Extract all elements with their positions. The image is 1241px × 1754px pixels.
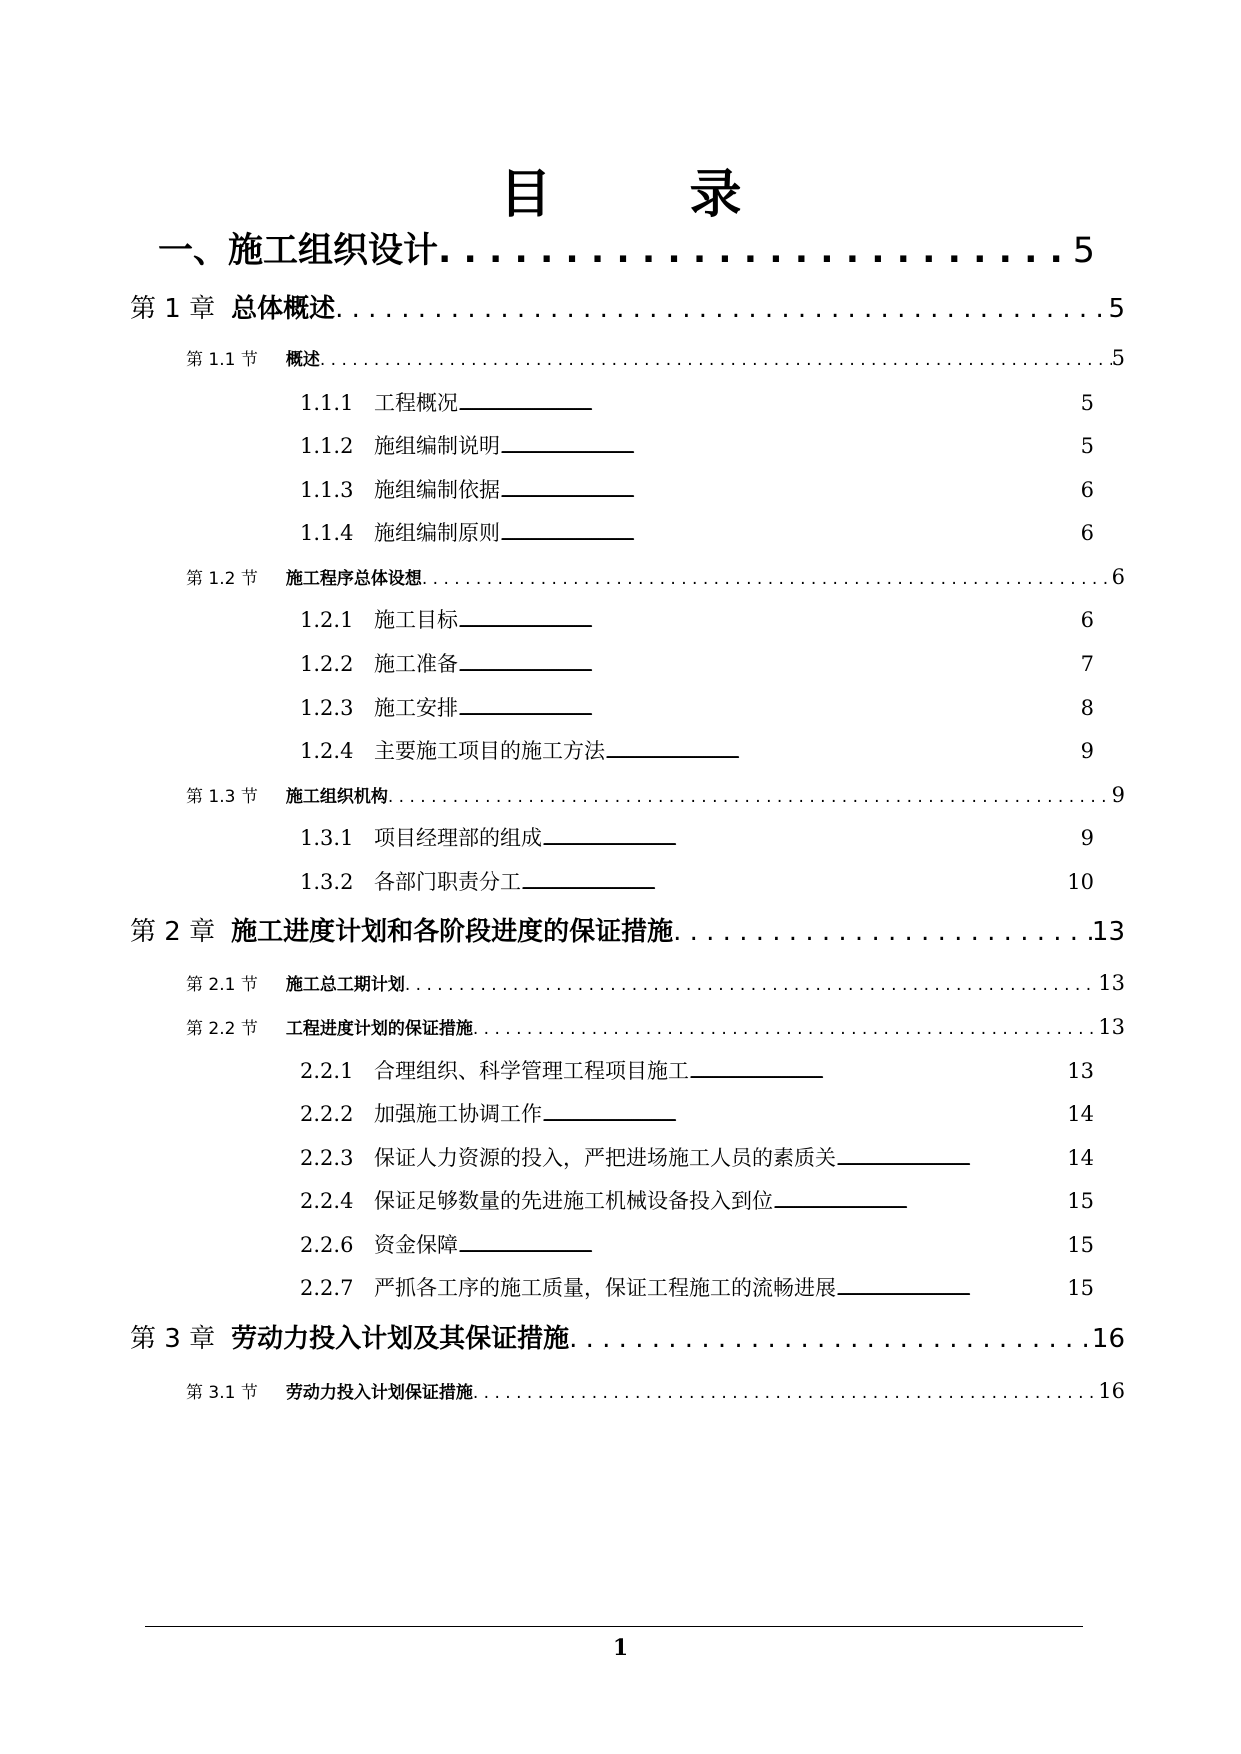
toc-dot-leader xyxy=(438,229,1073,273)
toc-dot-leader xyxy=(422,565,1112,593)
toc-subsection-entry[interactable] xyxy=(300,1100,1094,1131)
toc-entry-title: 施工进度计划和各阶段进度的保证措施 xyxy=(231,917,674,947)
toc-entry-number: 2.2.6 xyxy=(300,1233,354,1257)
toc-subsection-entry[interactable] xyxy=(300,1231,1094,1262)
page-number: 1 xyxy=(612,1635,629,1661)
toc-dot-leader xyxy=(388,783,1112,811)
toc-entry-title: 工程概况 xyxy=(374,391,458,415)
toc-dot-leader xyxy=(689,1060,1067,1088)
toc-subsection-entry[interactable] xyxy=(300,1274,1094,1305)
toc-dot-leader xyxy=(569,1322,1092,1356)
toc-entry-title: 加强施工协调工作 xyxy=(374,1102,542,1126)
toc-entry-number: 1.2.3 xyxy=(300,696,354,720)
toc-entry-number: 第 1.1 节 xyxy=(186,350,258,370)
toc-entry-number: 1.2.2 xyxy=(300,652,354,676)
toc-dot-leader xyxy=(521,871,1067,899)
toc-entry-number: 2.2.3 xyxy=(300,1146,354,1170)
toc-page-number: 10 xyxy=(1067,870,1094,894)
toc-page-number: 5 xyxy=(1108,294,1125,324)
toc-entry-number: 1.1.3 xyxy=(300,478,354,502)
toc-entry-title: 施工程序总体设想 xyxy=(285,569,422,589)
toc-entry-title: 施工准备 xyxy=(374,652,458,676)
toc-entry-number: 2.2.1 xyxy=(300,1059,354,1083)
toc-entry-number: 第 3.1 节 xyxy=(186,1383,258,1403)
toc-entry-number: 1.2.1 xyxy=(300,608,354,632)
toc-entry-number: 2.2.2 xyxy=(300,1102,354,1126)
toc-section-entry[interactable] xyxy=(186,781,1125,811)
toc-entry-title: 施工总工期计划 xyxy=(285,975,405,995)
toc-dot-leader xyxy=(605,740,1081,768)
toc-dot-leader xyxy=(473,1379,1098,1407)
toc-subsection-entry[interactable] xyxy=(300,737,1094,768)
toc-entry-title: 资金保障 xyxy=(374,1233,458,1257)
toc-dot-leader xyxy=(473,1015,1098,1043)
toc-page-number: 15 xyxy=(1067,1233,1094,1257)
toc-dot-leader xyxy=(673,915,1092,949)
toc-entry-number: 2.2.4 xyxy=(300,1189,354,1213)
toc-section-entry[interactable] xyxy=(186,563,1125,593)
toc-subsection-entry[interactable] xyxy=(300,606,1094,637)
toc-subsection-entry[interactable] xyxy=(300,432,1094,463)
toc-entry-number: 第 2 章 xyxy=(130,917,216,947)
toc-dot-leader xyxy=(542,1103,1067,1131)
toc-entry-number: 2.2.7 xyxy=(300,1276,354,1300)
toc-page-number: 15 xyxy=(1067,1276,1094,1300)
toc-entry-title: 概述 xyxy=(285,350,320,370)
toc-page-number: 7 xyxy=(1080,652,1094,676)
toc-entry-title: 施工组织机构 xyxy=(285,787,388,807)
toc-entry-title: 总体概述 xyxy=(231,294,336,324)
toc-entry-title: 劳动力投入计划及其保证措施 xyxy=(231,1324,570,1354)
toc-page-number: 8 xyxy=(1080,696,1094,720)
toc-page-number: 5 xyxy=(1111,346,1125,370)
toc-dot-leader xyxy=(458,653,1081,681)
toc-page-number: 16 xyxy=(1098,1379,1125,1403)
toc-entry-number: 第 2.1 节 xyxy=(186,975,258,995)
footer-divider xyxy=(145,1626,1083,1627)
toc-dot-leader xyxy=(458,392,1081,420)
toc-page-number: 5 xyxy=(1072,231,1095,271)
toc-dot-leader xyxy=(335,292,1108,326)
toc-page-number: 6 xyxy=(1080,608,1094,632)
toc-page-number: 5 xyxy=(1080,434,1094,458)
toc-entry-number: 1.2.4 xyxy=(300,739,354,763)
toc-section-entry[interactable] xyxy=(186,344,1125,374)
toc-chapter-entry[interactable] xyxy=(130,915,1125,949)
toc-page-number: 9 xyxy=(1111,783,1125,807)
toc-page-number: 15 xyxy=(1067,1189,1094,1213)
toc-section-entry[interactable] xyxy=(186,1013,1125,1043)
toc-entry-number: 第 2.2 节 xyxy=(186,1019,258,1039)
toc-page-number: 13 xyxy=(1098,1015,1125,1039)
toc-chapter-entry[interactable] xyxy=(130,1322,1125,1356)
toc-page-number: 14 xyxy=(1067,1146,1094,1170)
toc-entry-title: 施工目标 xyxy=(374,608,458,632)
toc-entry-title: 施组编制原则 xyxy=(374,521,500,545)
toc-subsection-entry[interactable] xyxy=(300,519,1094,550)
toc-entry-title: 各部门职责分工 xyxy=(374,870,521,894)
toc-dot-leader xyxy=(836,1147,1067,1175)
toc-page-number: 9 xyxy=(1080,739,1094,763)
toc-subsection-entry[interactable] xyxy=(300,389,1094,420)
toc-section-entry[interactable] xyxy=(186,1377,1125,1407)
toc-entry-title: 施组编制依据 xyxy=(374,478,500,502)
toc-page-number: 16 xyxy=(1091,1324,1125,1354)
toc-entry-title: 一、施工组织设计 xyxy=(158,231,439,271)
page-title: 目 录 xyxy=(499,165,802,225)
toc-subsection-entry[interactable] xyxy=(300,868,1094,899)
toc-subsection-entry[interactable] xyxy=(300,476,1094,507)
toc-page-number: 5 xyxy=(1080,391,1094,415)
toc-dot-leader xyxy=(320,346,1112,374)
toc-dot-leader xyxy=(500,479,1081,507)
toc-entry-number: 第 1.2 节 xyxy=(186,569,258,589)
toc-entry-title: 合理组织、科学管理工程项目施工 xyxy=(374,1059,689,1083)
toc-entry-number: 第 3 章 xyxy=(130,1324,216,1354)
toc-entry-title: 严抓各工序的施工质量，保证工程施工的流畅进展 xyxy=(374,1276,836,1300)
toc-dot-leader xyxy=(836,1277,1067,1305)
toc-page-number: 9 xyxy=(1080,826,1094,850)
toc-page-number: 6 xyxy=(1080,478,1094,502)
toc-entry-number: 第 1.3 节 xyxy=(186,787,258,807)
toc-subsection-entry[interactable] xyxy=(300,650,1094,681)
toc-entry-number: 1.3.2 xyxy=(300,870,354,894)
toc-entry-title: 工程进度计划的保证措施 xyxy=(285,1019,473,1039)
toc-entry-title: 施组编制说明 xyxy=(374,434,500,458)
toc-page-number: 6 xyxy=(1111,565,1125,589)
toc-subsection-entry[interactable] xyxy=(300,1187,1094,1218)
toc-dot-leader xyxy=(405,971,1098,999)
toc-dot-leader xyxy=(458,609,1081,637)
toc-page-number: 13 xyxy=(1098,971,1125,995)
toc-entry-title: 项目经理部的组成 xyxy=(374,826,542,850)
toc-entry-number: 1.3.1 xyxy=(300,826,354,850)
toc-page-number: 13 xyxy=(1091,917,1125,947)
toc-dot-leader xyxy=(458,697,1081,725)
toc-entry-title: 保证人力资源的投入，严把进场施工人员的素质关 xyxy=(374,1146,836,1170)
toc-page-number: 6 xyxy=(1080,521,1094,545)
toc-chapter-entry[interactable] xyxy=(130,292,1125,326)
toc-entry-title: 施工安排 xyxy=(374,696,458,720)
toc-page-number: 14 xyxy=(1067,1102,1094,1126)
toc-subsection-entry[interactable] xyxy=(300,1057,1094,1088)
toc-part-entry[interactable] xyxy=(158,229,1095,273)
toc-dot-leader xyxy=(500,522,1081,550)
toc-page-number: 13 xyxy=(1067,1059,1094,1083)
toc-dot-leader xyxy=(500,435,1081,463)
toc-entry-number: 1.1.4 xyxy=(300,521,354,545)
toc-dot-leader xyxy=(542,827,1081,855)
toc-section-entry[interactable] xyxy=(186,969,1125,999)
toc-entry-title: 保证足够数量的先进施工机械设备投入到位 xyxy=(374,1189,773,1213)
toc-entry-title: 主要施工项目的施工方法 xyxy=(374,739,605,763)
toc-entry-number: 1.1.2 xyxy=(300,434,354,458)
toc-subsection-entry[interactable] xyxy=(300,1144,1094,1175)
toc-entry-number: 第 1 章 xyxy=(130,294,216,324)
toc-subsection-entry[interactable] xyxy=(300,694,1094,725)
toc-entry-number: 1.1.1 xyxy=(300,391,354,415)
toc-dot-leader xyxy=(773,1190,1067,1218)
toc-subsection-entry[interactable] xyxy=(300,824,1094,855)
toc-entry-title: 劳动力投入计划保证措施 xyxy=(285,1383,473,1403)
toc-dot-leader xyxy=(458,1234,1067,1262)
